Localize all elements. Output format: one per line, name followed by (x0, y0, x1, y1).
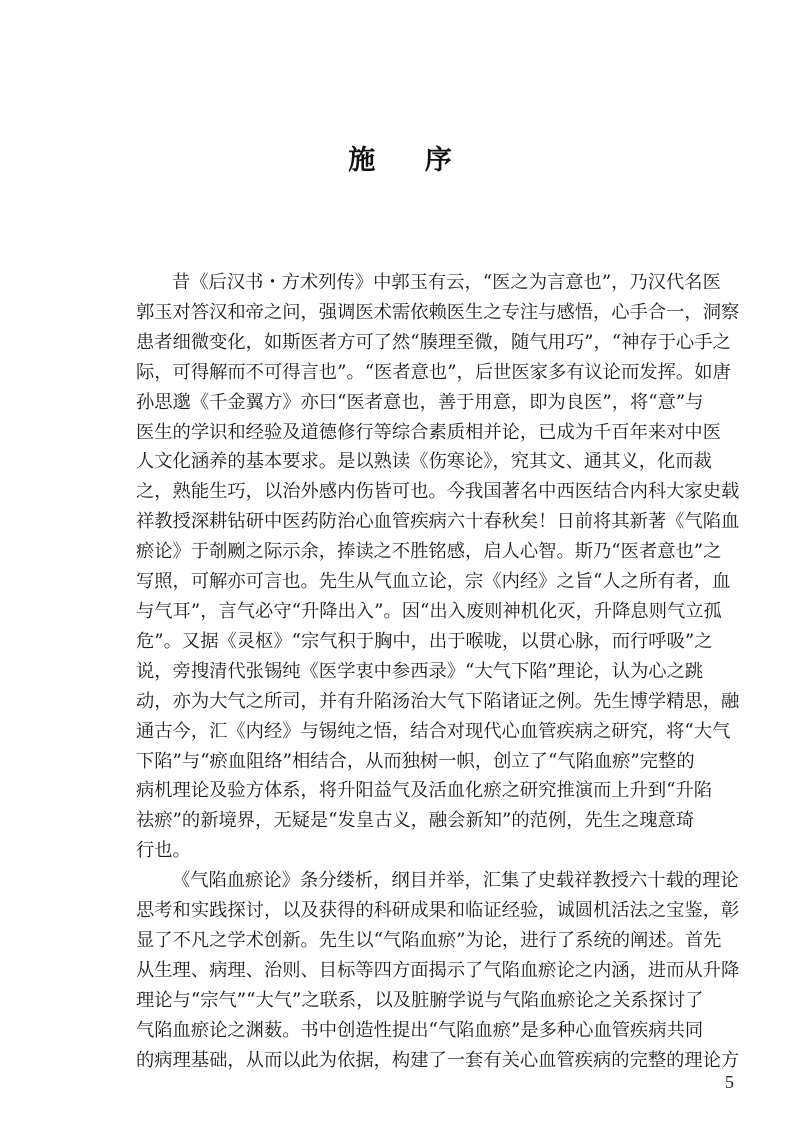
text-line: 病机理论及验方体系，将升阳益气及活血化瘀之研究推演而上升到“升陷 (136, 780, 713, 802)
text-line: 瘀论》于剞劂之际示余，捧读之不胜铭感，启人心智。斯乃“医者意也”之 (136, 541, 722, 563)
text-line: 郭玉对答汉和帝之问，强调医术需依赖医生之专注与感悟，心手合一，洞察 (136, 301, 740, 323)
text-line: 医生的学识和经验及道德修行等综合素质相并论，已成为千百年来对中医 (136, 421, 721, 443)
text-line: 昔《后汉书・方术列传》中郭玉有云，“医之为言意也”，乃汉代名医 (172, 272, 721, 293)
text-line: 从生理、病理、治则、目标等四方面揭示了气陷血瘀论之内涵，进而从升降 (136, 959, 740, 981)
text-line: 《气陷血瘀论》条分缕析，纲目并举，汇集了史载祥教授六十载的理论 (172, 870, 739, 892)
text-line: 显了不凡之学术创新。先生以“气陷血瘀”为论，进行了系统的阐述。首先 (136, 929, 722, 951)
text-line: 思考和实践探讨，以及获得的科研成果和临证经验，诚圆机活法之宝鉴，彰 (136, 900, 740, 922)
paragraph-1 (136, 268, 740, 866)
text-line: 与气耳”，言气必守“升降出入”。因“出入废则神机化灭，升降息则气立孤 (136, 600, 722, 622)
text-line: 动，亦为大气之所司，并有升陷汤治大气下陷诸证之例。先生博学精思，融 (136, 690, 740, 712)
text-line: 患者细微变化，如斯医者方可了然“腠理至微，随气用巧”，“神存于心手之 (136, 331, 731, 353)
text-line: 祛瘀”的新境界，无疑是“发皇古义，融会新知”的范例，先生之瑰意琦 (136, 810, 695, 832)
text-line: 理论与“宗气”“大气”之联系，以及脏腑学说与气陷血瘀论之关系探讨了 (136, 989, 704, 1011)
text-line: 危”。又据《灵枢》“宗气积于胸中，出于喉咙，以贯心脉，而行呼吸”之 (136, 630, 713, 652)
text-line: 气陷血瘀论之渊薮。书中创造性提出“气陷血瘀”是多种心血管疾病共同 (136, 1019, 704, 1041)
page-title: 施 序 (348, 145, 472, 176)
text-line: 下陷”与“瘀血阻络”相结合，从而独树一帜，创立了“气陷血瘀”完整的 (136, 750, 695, 772)
page-number: 5 (725, 1072, 734, 1092)
text-line: 的病理基础，从而以此为依据，构建了一套有关心血管疾病的完整的理论方 (136, 1049, 740, 1071)
text-line: 祥教授深耕钻研中医药防治心血管疾病六十春秋矣！日前将其新著《气陷血 (136, 511, 740, 533)
text-line: 通古今，汇《内经》与锡纯之悟，结合对现代心血管疾病之研究，将“大气 (136, 720, 731, 742)
text-line: 人文化涵养的基本要求。是以熟读《伤寒论》，究其文、通其义，化而裁 (136, 451, 712, 473)
text-line: 说，旁搜清代张锡纯《医学衷中参西录》“大气下陷”理论，认为心之跳 (136, 660, 704, 682)
text-line: 之，熟能生巧，以治外感内伤皆可也。今我国著名中西医结合内科大家史载 (136, 481, 740, 503)
preface-body (136, 268, 740, 1075)
text-line: 孙思邈《千金翼方》亦曰“医者意也，善于用意，即为良医”，将“意”与 (136, 391, 704, 413)
text-line: 际，可得解而不可得言也”。“医者意也”，后世医家多有议论而发挥。如唐 (136, 361, 731, 383)
paragraph-2 (136, 866, 740, 1075)
text-line: 行也。 (136, 840, 191, 862)
text-line: 写照，可解亦可言也。先生从气血立论，宗《内经》之旨“人之所有者，血 (136, 571, 731, 593)
